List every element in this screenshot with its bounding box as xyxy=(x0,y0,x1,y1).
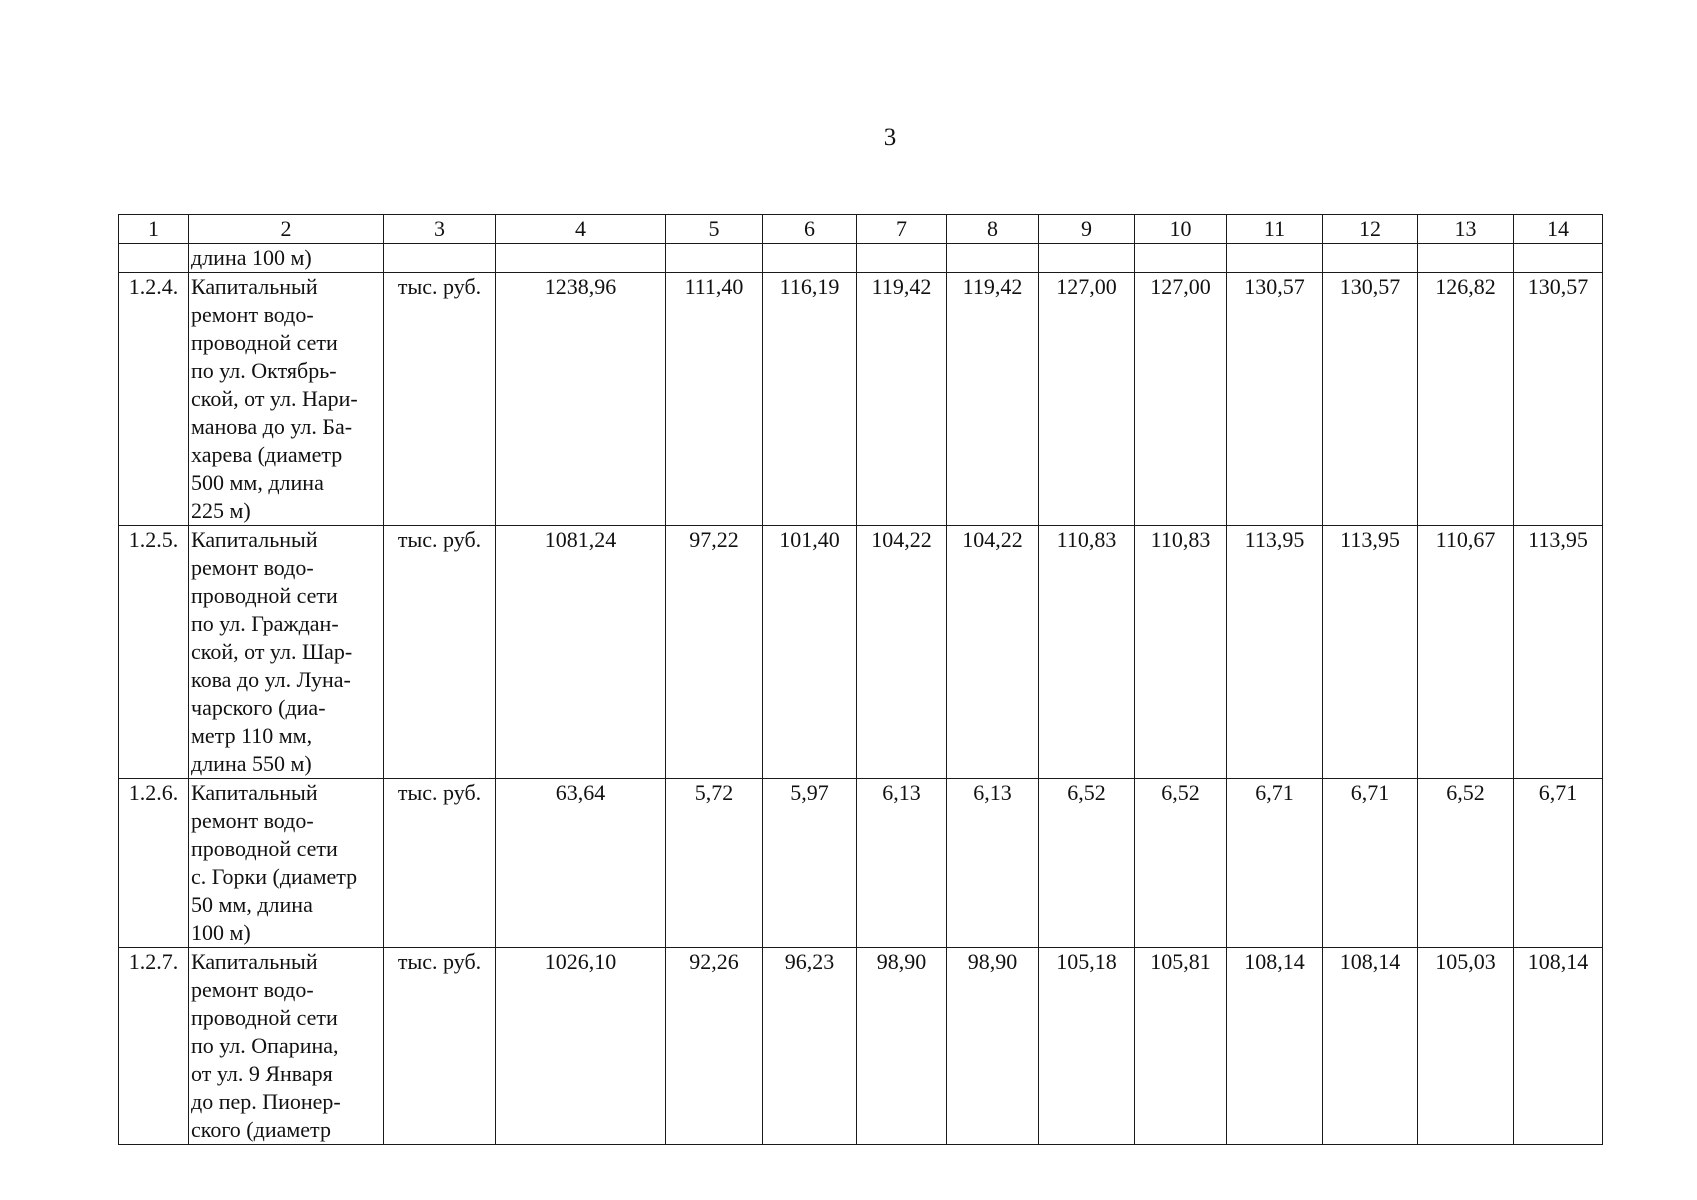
column-number-10: 10 xyxy=(1135,215,1227,244)
row-value-col-12: 108,14 xyxy=(1323,948,1418,1145)
row-name-line: проводной сети xyxy=(191,836,338,861)
column-number-4: 4 xyxy=(496,215,666,244)
row-name-line: длина 550 м) xyxy=(191,751,312,776)
column-number-7: 7 xyxy=(857,215,947,244)
row-name-line: чарского (диа- xyxy=(191,695,326,720)
row-value-col-12: 6,71 xyxy=(1323,779,1418,948)
row-value-col-9: 127,00 xyxy=(1039,273,1135,526)
table-cell xyxy=(1418,244,1514,273)
column-number-8: 8 xyxy=(947,215,1039,244)
row-name-line: по ул. Опарина, xyxy=(191,1033,339,1058)
row-value-col-11: 6,71 xyxy=(1227,779,1323,948)
row-name xyxy=(189,948,384,1145)
table-cell xyxy=(1323,244,1418,273)
column-number-11: 11 xyxy=(1227,215,1323,244)
row-value-col-5: 5,72 xyxy=(666,779,763,948)
column-number-9: 9 xyxy=(1039,215,1135,244)
row-value-col-5: 111,40 xyxy=(666,273,763,526)
row-name-line: манова до ул. Ба- xyxy=(191,414,353,439)
row-value-col-14: 6,71 xyxy=(1514,779,1603,948)
row-value-col-6: 101,40 xyxy=(763,526,857,779)
row-value-col-9: 110,83 xyxy=(1039,526,1135,779)
row-value-col-13: 126,82 xyxy=(1418,273,1514,526)
column-number-1: 1 xyxy=(119,215,189,244)
row-name-line: харева (диаметр xyxy=(191,442,343,467)
row-value-col-7: 6,13 xyxy=(857,779,947,948)
row-value-col-14: 108,14 xyxy=(1514,948,1603,1145)
row-name-line: ремонт водо- xyxy=(191,302,314,327)
row-value-col-10: 127,00 xyxy=(1135,273,1227,526)
row-code: 1.2.4. xyxy=(119,273,189,526)
row-value-col-4: 63,64 xyxy=(496,779,666,948)
table-cell xyxy=(119,244,189,273)
row-value-col-7: 119,42 xyxy=(857,273,947,526)
page-number: 3 xyxy=(883,124,897,151)
column-number-5: 5 xyxy=(666,215,763,244)
row-code: 1.2.6. xyxy=(119,779,189,948)
row-name-line: с. Горки (диаметр xyxy=(191,864,358,889)
table-row xyxy=(119,526,1603,779)
row-value-col-11: 113,95 xyxy=(1227,526,1323,779)
row-value-col-10: 6,52 xyxy=(1135,779,1227,948)
row-code: 1.2.5. xyxy=(119,526,189,779)
row-name-line: ремонт водо- xyxy=(191,977,314,1002)
row-name-line: 100 м) xyxy=(191,920,251,945)
budget-table xyxy=(118,214,1603,1145)
row-code: 1.2.7. xyxy=(119,948,189,1145)
row-value-col-11: 130,57 xyxy=(1227,273,1323,526)
row-value-col-13: 110,67 xyxy=(1418,526,1514,779)
row-unit: тыс. руб. xyxy=(384,273,496,526)
table-cell xyxy=(1039,244,1135,273)
continuation-text: длина 100 м) xyxy=(189,244,384,273)
continuation-row xyxy=(119,244,1603,273)
row-name xyxy=(189,779,384,948)
row-value-col-7: 98,90 xyxy=(857,948,947,1145)
table-cell xyxy=(857,244,947,273)
table-cell xyxy=(496,244,666,273)
row-name-line: 500 мм, длина xyxy=(191,470,324,495)
row-name-line: от ул. 9 Января xyxy=(191,1061,333,1086)
row-name-line: кова до ул. Луна- xyxy=(191,667,351,692)
row-name-line: проводной сети xyxy=(191,330,338,355)
row-name-line: Капитальный xyxy=(191,527,318,552)
row-value-col-8: 104,22 xyxy=(947,526,1039,779)
row-value-col-14: 130,57 xyxy=(1514,273,1603,526)
row-value-col-6: 116,19 xyxy=(763,273,857,526)
row-name-line: ремонт водо- xyxy=(191,808,314,833)
row-value-col-8: 6,13 xyxy=(947,779,1039,948)
table-cell xyxy=(1227,244,1323,273)
row-name xyxy=(189,526,384,779)
row-value-col-10: 105,81 xyxy=(1135,948,1227,1145)
row-value-col-9: 6,52 xyxy=(1039,779,1135,948)
row-value-col-12: 130,57 xyxy=(1323,273,1418,526)
row-name-line: ремонт водо- xyxy=(191,555,314,580)
row-name-line: по ул. Граждан- xyxy=(191,611,339,636)
table-cell xyxy=(384,244,496,273)
table-cell xyxy=(947,244,1039,273)
table-row xyxy=(119,948,1603,1145)
row-value-col-7: 104,22 xyxy=(857,526,947,779)
row-value-col-9: 105,18 xyxy=(1039,948,1135,1145)
row-name xyxy=(189,273,384,526)
row-name-line: Капитальный xyxy=(191,949,318,974)
row-name-line: ской, от ул. Нари- xyxy=(191,386,358,411)
row-value-col-6: 96,23 xyxy=(763,948,857,1145)
row-value-col-5: 92,26 xyxy=(666,948,763,1145)
table-cell xyxy=(666,244,763,273)
row-name-line: ской, от ул. Шар- xyxy=(191,639,353,664)
row-value-col-4: 1081,24 xyxy=(496,526,666,779)
column-number-3: 3 xyxy=(384,215,496,244)
row-unit: тыс. руб. xyxy=(384,948,496,1145)
row-name-line: до пер. Пионер- xyxy=(191,1089,341,1114)
row-value-col-4: 1026,10 xyxy=(496,948,666,1145)
column-number-6: 6 xyxy=(763,215,857,244)
row-name-line: Капитальный xyxy=(191,780,318,805)
column-number-12: 12 xyxy=(1323,215,1418,244)
row-name-line: проводной сети xyxy=(191,583,338,608)
row-value-col-12: 113,95 xyxy=(1323,526,1418,779)
table-cell xyxy=(1514,244,1603,273)
table-cell xyxy=(763,244,857,273)
table-cell xyxy=(1135,244,1227,273)
row-value-col-6: 5,97 xyxy=(763,779,857,948)
row-name-line: метр 110 мм, xyxy=(191,723,313,748)
row-name-line: 50 мм, длина xyxy=(191,892,313,917)
row-value-col-4: 1238,96 xyxy=(496,273,666,526)
row-name-line: по ул. Октябрь- xyxy=(191,358,337,383)
row-value-col-8: 98,90 xyxy=(947,948,1039,1145)
row-value-col-13: 105,03 xyxy=(1418,948,1514,1145)
row-unit: тыс. руб. xyxy=(384,779,496,948)
row-value-col-13: 6,52 xyxy=(1418,779,1514,948)
row-unit: тыс. руб. xyxy=(384,526,496,779)
column-number-row xyxy=(119,215,1603,244)
column-number-2: 2 xyxy=(189,215,384,244)
row-name-line: 225 м) xyxy=(191,498,251,523)
column-number-13: 13 xyxy=(1418,215,1514,244)
table-row xyxy=(119,273,1603,526)
row-value-col-11: 108,14 xyxy=(1227,948,1323,1145)
table-row xyxy=(119,779,1603,948)
row-value-col-14: 113,95 xyxy=(1514,526,1603,779)
row-value-col-10: 110,83 xyxy=(1135,526,1227,779)
column-number-14: 14 xyxy=(1514,215,1603,244)
row-value-col-5: 97,22 xyxy=(666,526,763,779)
row-name-line: ского (диаметр xyxy=(191,1117,331,1142)
row-name-line: проводной сети xyxy=(191,1005,338,1030)
row-value-col-8: 119,42 xyxy=(947,273,1039,526)
row-name-line: Капитальный xyxy=(191,274,318,299)
